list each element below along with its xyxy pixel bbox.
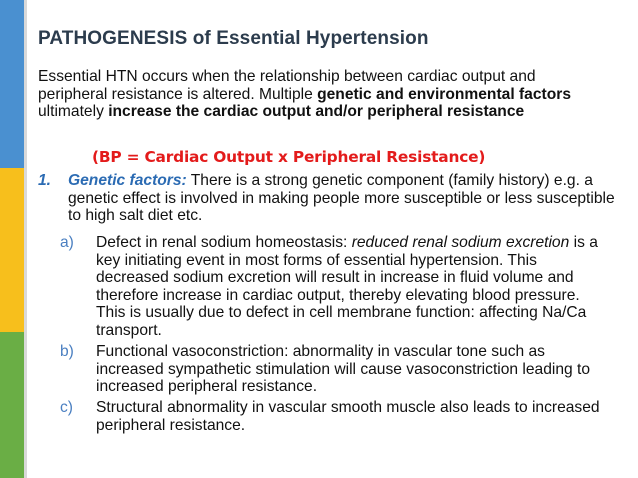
sub-item-c — [60, 399, 610, 434]
sub-a-italic: reduced renal sodium excretion — [351, 234, 570, 251]
side-bar-edge — [24, 0, 27, 478]
sub-item-a — [60, 234, 610, 339]
sub-b-text: Functional vasoconstriction: abnormality in vascular tone such as increased sympathetic stimulation will cause vasoconstriction leading to increased peripheral resistance. — [96, 343, 591, 395]
point-heading: Genetic factors: — [68, 172, 187, 189]
bp-formula: (BP = Cardiac Output x Peripheral Resistance) — [92, 148, 486, 166]
side-bar-blue — [0, 0, 24, 168]
point-genetic-factors — [38, 172, 618, 225]
point-text: There is a strong genetic component (family history) e.g. a genetic effect is involved in making people more susceptible or less susceptible to high salt diet etc. — [68, 172, 615, 224]
intro-text-2: ultimately — [38, 103, 109, 120]
sub-a-text-1: Defect in renal sodium homeostasis: — [96, 234, 352, 251]
side-bar-green — [0, 332, 24, 478]
sub-c-text: Structural abnormality in vascular smooth muscle also leads to increased peripheral resistance. — [96, 399, 600, 434]
side-bar-yellow — [0, 168, 24, 332]
sub-a-text-2: is a key initiating event in most forms of essential hypertension. This decreased sodium excretion will result in increase in fluid volume and therefore increase in cardiac output, thereby elevating blood pressure. This is usually due to defect in cell membrane function: affecting Na/Ca transport. — [96, 234, 598, 339]
slide-title: PATHOGENESIS of Essential Hypertension — [38, 28, 429, 49]
intro-text-1: Essential HTN occurs when the relationship between cardiac output and peripheral resistance is altered. Multiple — [38, 68, 536, 103]
intro-paragraph — [38, 68, 608, 121]
point-number: 1. — [38, 172, 52, 189]
sub-item-b — [60, 343, 610, 396]
sub-marker-a: a) — [60, 234, 74, 251]
intro-bold-2: increase the cardiac output and/or peripheral resistance — [108, 103, 525, 120]
sub-marker-c: c) — [60, 399, 73, 416]
intro-bold-1: genetic and environmental factors — [317, 85, 571, 103]
sub-marker-b: b) — [60, 343, 74, 360]
